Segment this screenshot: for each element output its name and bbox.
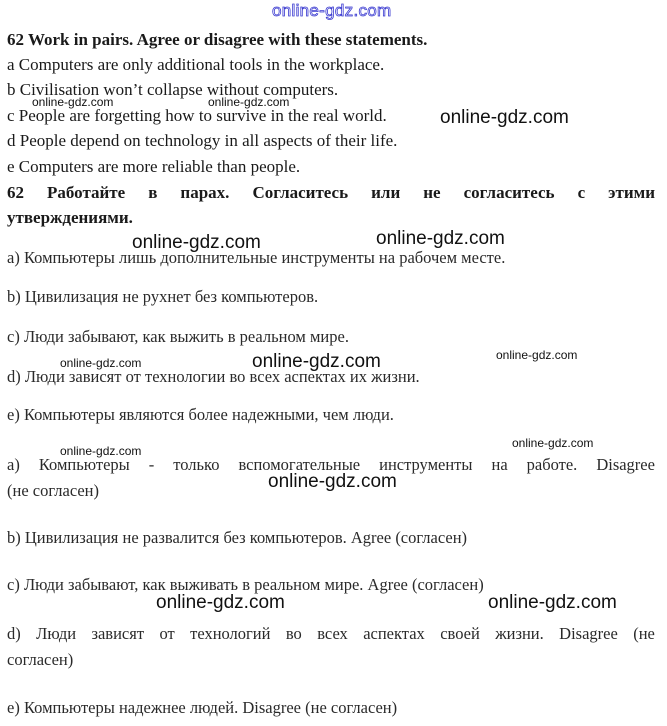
watermark: online-gdz.com [156, 592, 285, 613]
task-en-item-e: e Computers are more reliable than people. [7, 157, 301, 176]
answer-word: всех [317, 624, 348, 643]
answer-word: d) [7, 624, 21, 643]
heading-word: Согласитесь [252, 183, 349, 202]
answer-c: c) Люди забывают, как выживать в реальном мире. Agree (согласен) [7, 575, 484, 594]
watermark: online-gdz.com [60, 444, 142, 458]
answer-word: - [148, 455, 155, 474]
task-ru-item-a: а) Компьютеры лишь дополнительные инструменты на рабочем месте. [7, 248, 506, 267]
task-ru-item-e: e) Компьютеры являются более надежными, чем люди. [7, 405, 394, 424]
answer-word: Люди [36, 624, 77, 643]
watermark: online-gdz.com [488, 592, 617, 613]
task-en-item-c: c People are forgetting how to survive in the real world. [7, 106, 387, 125]
watermark: online-gdz.com [268, 471, 397, 492]
watermark: online-gdz.com [208, 95, 290, 109]
heading-word: в [148, 183, 158, 202]
heading-word: парах. [180, 183, 230, 202]
task-en-item-d: d People depend on technology in all aspects of their life. [7, 131, 398, 150]
task-ru-item-c: c) Люди забывают, как выжить в реальном мире. [7, 327, 349, 346]
heading-word: не [423, 183, 441, 202]
task-en-heading: 62 Work in pairs. Agree or disagree with these statements. [7, 30, 428, 49]
answer-word: Disagree [559, 624, 618, 643]
answer-word: (не [633, 624, 655, 643]
answer-word: во [285, 624, 302, 643]
watermark: online-gdz.com [32, 95, 114, 109]
answer-word: своей [440, 624, 480, 643]
watermark-top: online-gdz.com [272, 1, 392, 20]
task-ru-item-b: b) Цивилизация не рухнет без компьютеров. [7, 287, 319, 306]
answer-e: e) Компьютеры надежнее людей. Disagree (не согласен) [7, 698, 398, 717]
answer-a-line2: (не согласен) [7, 481, 100, 500]
heading-word: Работайте [47, 183, 126, 202]
answer-d-line2: согласен) [7, 650, 74, 669]
watermark: online-gdz.com [512, 436, 594, 450]
answer-word: Disagree [596, 455, 655, 474]
task-en-item-a: a Computers are only additional tools in the workplace. [7, 55, 385, 74]
watermark: online-gdz.com [376, 228, 505, 249]
heading-word: 62 [7, 183, 24, 202]
answer-word: Компьютеры [38, 455, 130, 474]
answer-d-line1 [7, 624, 655, 644]
heading-word: или [371, 183, 401, 202]
heading-word: этими [608, 183, 655, 202]
watermark: online-gdz.com [60, 356, 142, 370]
answer-word: технологий [190, 624, 271, 643]
task-ru-heading-line1 [7, 183, 655, 203]
task-ru-heading-line2: утверждениями. [7, 208, 133, 227]
heading-word: согласитесь [463, 183, 555, 202]
watermark: online-gdz.com [440, 107, 569, 128]
heading-word: с [577, 183, 586, 202]
answer-word: а) [7, 455, 20, 474]
watermark: online-gdz.com [496, 348, 578, 362]
answer-word: инструменты [379, 455, 473, 474]
answer-word: только [173, 455, 220, 474]
watermark: online-gdz.com [252, 351, 381, 372]
answer-word: жизни. [495, 624, 544, 643]
answer-word: зависят [91, 624, 145, 643]
task-ru-item-d: d) Люди зависят от технологии во всех аспектах их жизни. [7, 367, 420, 386]
answer-word: аспектах [363, 624, 425, 643]
watermark: online-gdz.com [132, 232, 261, 253]
answer-word: на [491, 455, 508, 474]
task-en-item-b: b Civilisation won’t collapse without computers. [7, 80, 339, 99]
answer-word: вспомогательные [238, 455, 361, 474]
answer-b: b) Цивилизация не развалится без компьютеров. Agree (согласен) [7, 528, 468, 547]
answer-word: работе. [526, 455, 578, 474]
answer-word: от [159, 624, 175, 643]
